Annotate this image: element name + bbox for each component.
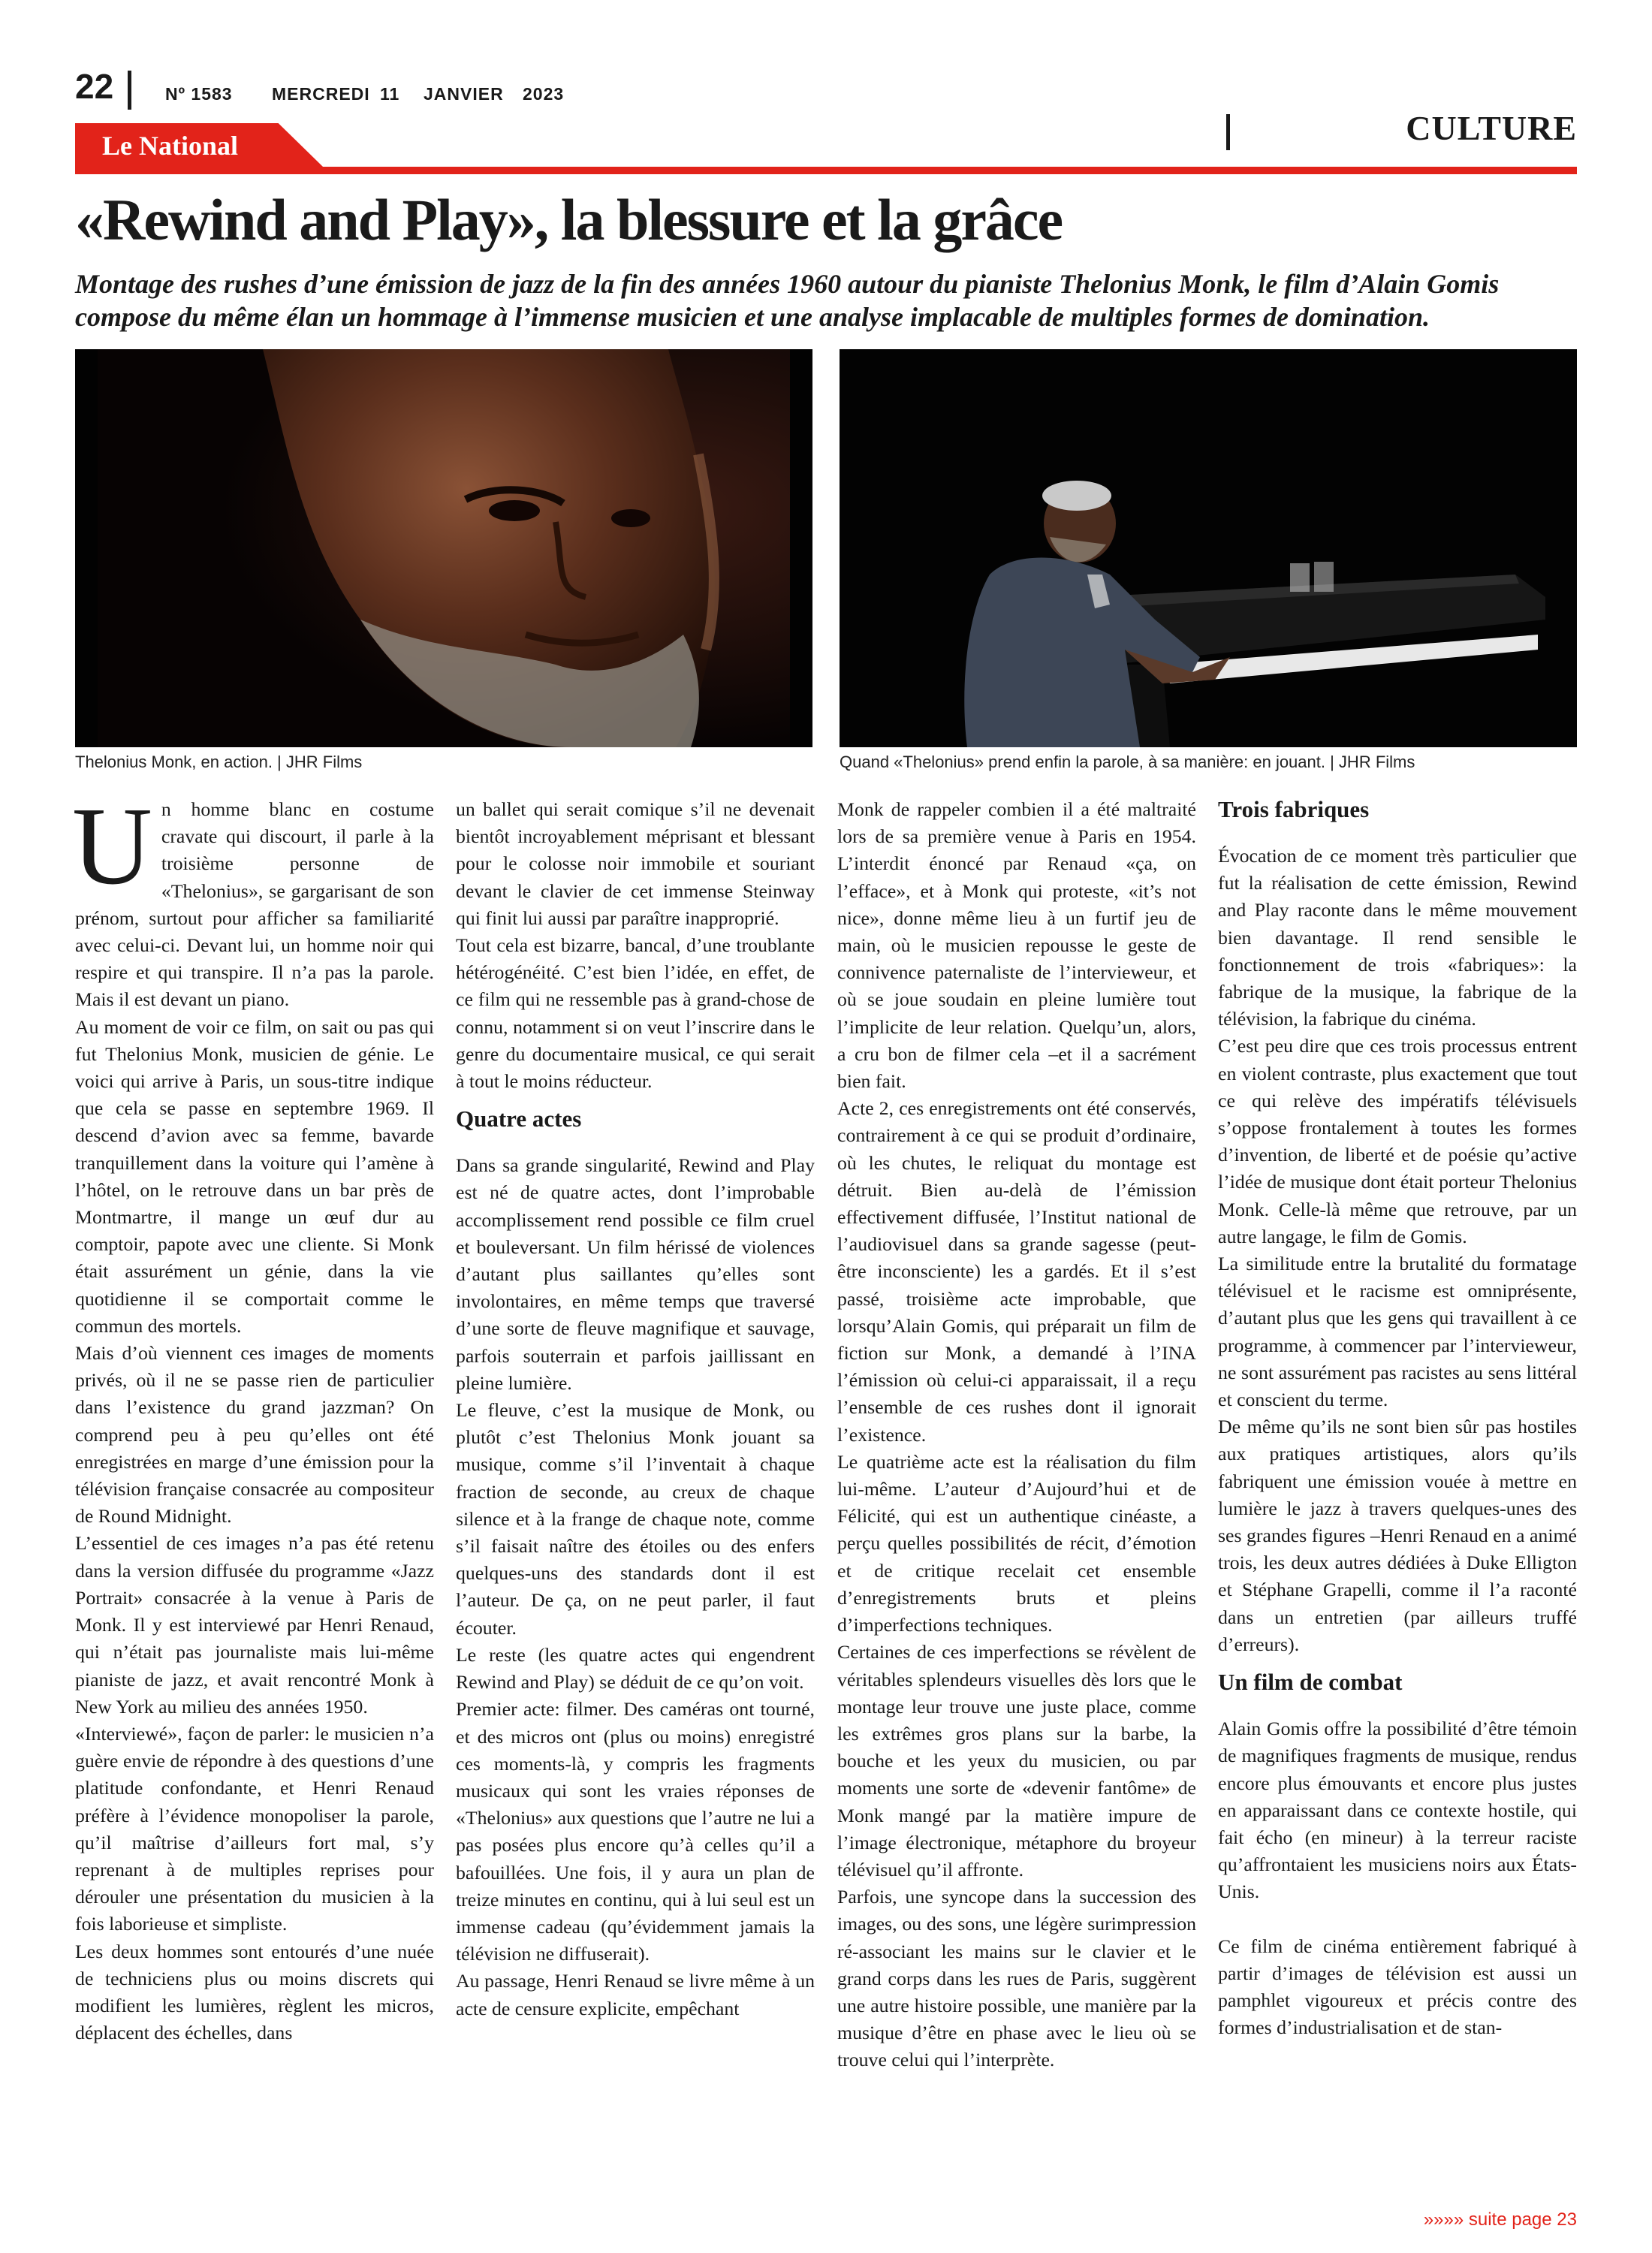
article-paragraph: Monk de rappeler combien il a été maltraité lors de sa première venue à Paris en 1954. L’interdit énoncé par Renaud «ça, on l’efface», et à Monk qui proteste, «it’s not nice», donne même lieu à un furtif jeu de main, où le musicien repousse le geste de connivence paternaliste de l’intervieweur, et où se joue soudain en pleine lumière tout l’implicite de leur relation. Quelqu’un, alors, a cru bon de filmer cela –et il a sacrément bien fait.: [837, 798, 1196, 1093]
article-headline: «Rewind and Play», la blessure et la grâce: [75, 187, 1063, 252]
section-divider: [1226, 114, 1230, 150]
article-column-3: [837, 796, 1196, 2074]
article-column-1: [72, 785, 434, 2046]
photo-monk-piano-image: [840, 349, 1577, 747]
article-paragraph: C’est peu dire que ces trois processus entrent en violent contraste, plus exactement que tout ce qui relève des impératifs télévisuels s’oppose frontalement à toutes les formes d’invention, de liberté et de poésie qu’active l’idée de musique dont était porteur Thelonius Monk. Celle-là même que retrouve, par un autre langage, le film de Gomis.: [1218, 1035, 1577, 1247]
article-paragraph: Le fleuve, c’est la musique de Monk, ou plutôt c’est Thelonius Monk jouant sa musique, comme s’il l’inventait à chaque fraction de seconde, au creux de chaque silence et à la frange de chaque note, comme s’il faisait naître des étoiles ou des enfers quelques-uns des standards dont il est l’auteur. De ça, on ne peut parler, il faut écouter.: [456, 1399, 815, 1639]
article-paragraph: Évocation de ce moment très particulier que fut la réalisation de cette émission, Rewind and Play raconte dans le même mouvement bien davantage. Il rend sensible le fonctionnement de trois «fabriques»: la fabrique de la musique, la fabrique de la télévision, la fabrique du cinéma.: [1218, 845, 1577, 1030]
continued-link[interactable]: »»»» suite page 23: [1423, 2209, 1577, 2230]
photo-caption-1: Thelonius Monk, en action. | JHR Films: [75, 753, 363, 771]
article-paragraph: Les deux hommes sont entourés d’une nuée de techniciens plus ou moins discrets qui modifient les lumières, règlent les micros, déplacent des échelles, dans: [75, 1940, 434, 2044]
article-paragraph: Mais d’où viennent ces images de moments privés, où il ne se passe rien de particulier dans l’existence du grand jazzman? On comprend peu à peu qu’elles ont été enregistrées en marge d’une émission pour la télévision française consacrée au compositeur de Round Midnight.: [75, 1342, 434, 1528]
article-standfirst: Montage des rushes d’une émission de jazz de la fin des années 1960 autour du pianiste Thelonius Monk, le film d’Alain Gomis compose du même élan un hommage à l’immense musicien et une analyse implacable de multiples formes de domination.: [75, 269, 1500, 332]
article-subheading: Quatre actes: [456, 1105, 582, 1133]
article-paragraph: Premier acte: filmer. Des caméras ont tourné, et des micros ont (plus ou moins) enregistré ces moments-là, y compris les fragments musicaux qui sont les vraies réponses de «Thelonius» aux questions que l’autre ne lui a pas posées plus encore qu’à celles qu’il a bafouillées. Une fois, il y aura un plan de treize minutes en continu, qui à lui seul est un immense cadeau (qu’évidemment jamais la télévision ne diffuserait).: [456, 1698, 815, 1965]
article-paragraph: Ce film de cinéma entièrement fabriqué à partir d’images de télévision est aussi un pamphlet vigoureux et précis contre des formes d’industrialisation et de stan-: [1218, 1935, 1577, 2039]
article-subheading: Trois fabriques: [1218, 796, 1370, 822]
date-year: 2023: [523, 84, 565, 104]
article-paragraph: Le reste (les quatre actes qui engendrent Rewind and Play) se déduit de ce qu’on voit.: [456, 1643, 815, 1694]
article-paragraph: L’essentiel de ces images n’a pas été retenu dans la version diffusée du programme «Jazz Portrait» consacrée à la venue à Paris de Monk. Il y est interviewé par Henri Renaud, qui n’était pas journaliste mais lui-même pianiste de jazz, et avait rencontré Monk à New York au milieu des années 1950.: [75, 1532, 434, 1718]
article-paragraph: Au passage, Henri Renaud se livre même à un acte de censure explicite, empêchant: [456, 1970, 815, 2019]
date-weekday: MERCREDI: [272, 84, 370, 104]
article-paragraph: «Interviewé», façon de parler: le musicien n’a guère envie de répondre à des questions d’une platitude confondante, et Henri Renaud préfère à l’évidence monopoliser la parole, qu’il maîtrise d’ailleurs fort mal, s’y reprenant à de multiples reprises pour dérouler une présentation du musicien à la fois laborieuse et simpliste.: [75, 1722, 434, 1935]
section-name: CULTURE: [1406, 109, 1577, 147]
article-paragraph: Acte 2, ces enregistrements ont été conservés, contrairement à ce qui se produit d’ordinaire, où les chutes, le reliquat du montage est détruit. Bien au-delà de l’émission effectivement diffusée, l’Institut national de l’audiovisuel dans sa grande sagesse (peut-être inconsciente) les a gardés. Et il s’est passé, troisième acte improbable, que lorsqu’Alain Gomis, qui préparait un film de fiction sur Monk, a demandé à l’INA l’émission où celui-ci apparaissait, il a reçu l’ensemble de ces rushes dont il ignorait l’existence.: [837, 1097, 1196, 1446]
article-paragraph: Certaines de ces imperfections se révèlent de véritables splendeurs visuelles dès lors que le montage leur trouve une juste place, comme les extrêmes gros plans sur la barbe, la bouche et les yeux du musicien, ou par moments une sorte de «devenir fantôme» de Monk mangé par la matière impure de l’image électronique, métaphore du broyeur télévisuel qu’il affronte.: [837, 1641, 1196, 1881]
article-paragraph: Le quatrième acte est la réalisation du film lui-même. L’auteur d’Aujourd’hui et de Félicité, qui est un authentique cinéaste, a perçu quelles possibilités de récit, d’émotion et de critique recelait cet ensemble d’enregistrements bruts et pleins d’imperfections techniques.: [837, 1450, 1196, 1636]
folio-divider: [128, 71, 131, 110]
photo-monk-closeup: [75, 349, 812, 747]
photo-caption-2: Quand «Thelonius» prend enfin la parole, à sa manière: en jouant. | JHR Films: [840, 753, 1415, 771]
article-subheading: Un film de combat: [1218, 1669, 1403, 1696]
date-day: 11: [380, 84, 400, 104]
issue-number: Nº 1583: [165, 84, 233, 104]
article-column-2: [456, 796, 815, 2022]
page-number: 22: [75, 67, 114, 106]
article-paragraph: Au moment de voir ce film, on sait ou pas qui fut Thelonius Monk, musicien de génie. Le voici qui arrive à Paris, un sous-titre indique que cela se passe en septembre 1969. Il descend d’avion avec sa femme, bavarde tranquillement dans la voiture qui l’amène à l’hôtel, on le retrouve dans un bar près de Montmartre, il mange un œuf dur au comptoir, papote avec une cliente. Si Monk était assurément un génie, dans la vie quotidienne il se comportait comme le commun des mortels.: [75, 1015, 434, 1337]
article-paragraph: La similitude entre la brutalité du formatage télévisuel et le racisme est omniprésente, d’autant plus que les gens qui travaillent à ce programme, à commencer par l’intervieweur, ne sont assurément pas racistes au sens littéral et conscient du terme.: [1218, 1253, 1577, 1411]
article-paragraph: Un homme blanc en costume cravate qui discourt, il parle à la troisième personne de «Thelonius», se gargarisant de son prénom, surtout pour afficher sa familiarité avec celui-ci. Devant lui, un homme noir qui respire et qui transpire. Il n’a pas la parole. Mais il est devant un piano.: [72, 785, 434, 1011]
date-month: JANVIER: [424, 84, 504, 104]
photo-monk-closeup-image: [75, 349, 812, 747]
brand-name: Le National: [102, 131, 239, 161]
article-paragraph: Parfois, une syncope dans la succession des images, ou des sons, une légère surimpression ré-associant les mains sur le clavier et le grand corps dans les rues de Paris, suggèrent une autre histoire possible, une manière par la musique d’être en phase avec le lieu où se trouve celui qui l’interprète.: [837, 1886, 1196, 2071]
article-paragraph: Tout cela est bizarre, bancal, d’une troublante hétérogénéité. C’est bien l’idée, en effet, de ce film qui ne ressemble pas à grand-chose de connu, notamment si on veut l’inscrire dans le genre du documentaire musical, ce qui serait à tout le moins réducteur.: [456, 934, 815, 1093]
article-paragraph: un ballet qui serait comique s’il ne devenait bientôt incroyablement méprisant et blessant pour le colosse noir immobile et souriant devant le clavier de cet immense Steinway qui finit lui aussi par paraître inapproprié.: [456, 798, 815, 929]
drop-cap: U: [72, 785, 152, 908]
article-paragraph: Alain Gomis offre la possibilité d’être témoin de magnifiques fragments de musique, rendus encore plus émouvants et encore plus justes en apparaissant dans ce contexte hostile, qui fait écho (en mineur) à la terreur raciste qu’affrontaient les musiciens noirs aux États-Unis.: [1218, 1718, 1577, 1903]
article-paragraph: Dans sa grande singularité, Rewind and Play est né de quatre actes, dont l’improbable accomplissement rend possible ce film cruel et bouleversant. Un film hérissé de violences d’autant plus saillantes qu’elles sont involontaires, en même temps que traversé d’une sorte de fleuve magnifique et sauvage, parfois souterrain et parfois jaillissant en pleine lumière.: [456, 1154, 815, 1394]
photo-monk-piano: [840, 349, 1577, 747]
header-rule: [75, 167, 1577, 174]
article-paragraph: De même qu’ils ne sont bien sûr pas hostiles aux pratiques artistiques, alors qu’ils fabriquent une émission vouée à mettre en lumière le jazz à travers quelques-unes des ses grandes figures –Henri Renaud en a animé trois, les deux autres dédiées à Duke Elligton et Stéphane Grapelli, comme il l’a raconté dans un entretien (par ailleurs truffé d’erreurs).: [1218, 1416, 1577, 1655]
article-column-4: [1218, 796, 1577, 2041]
